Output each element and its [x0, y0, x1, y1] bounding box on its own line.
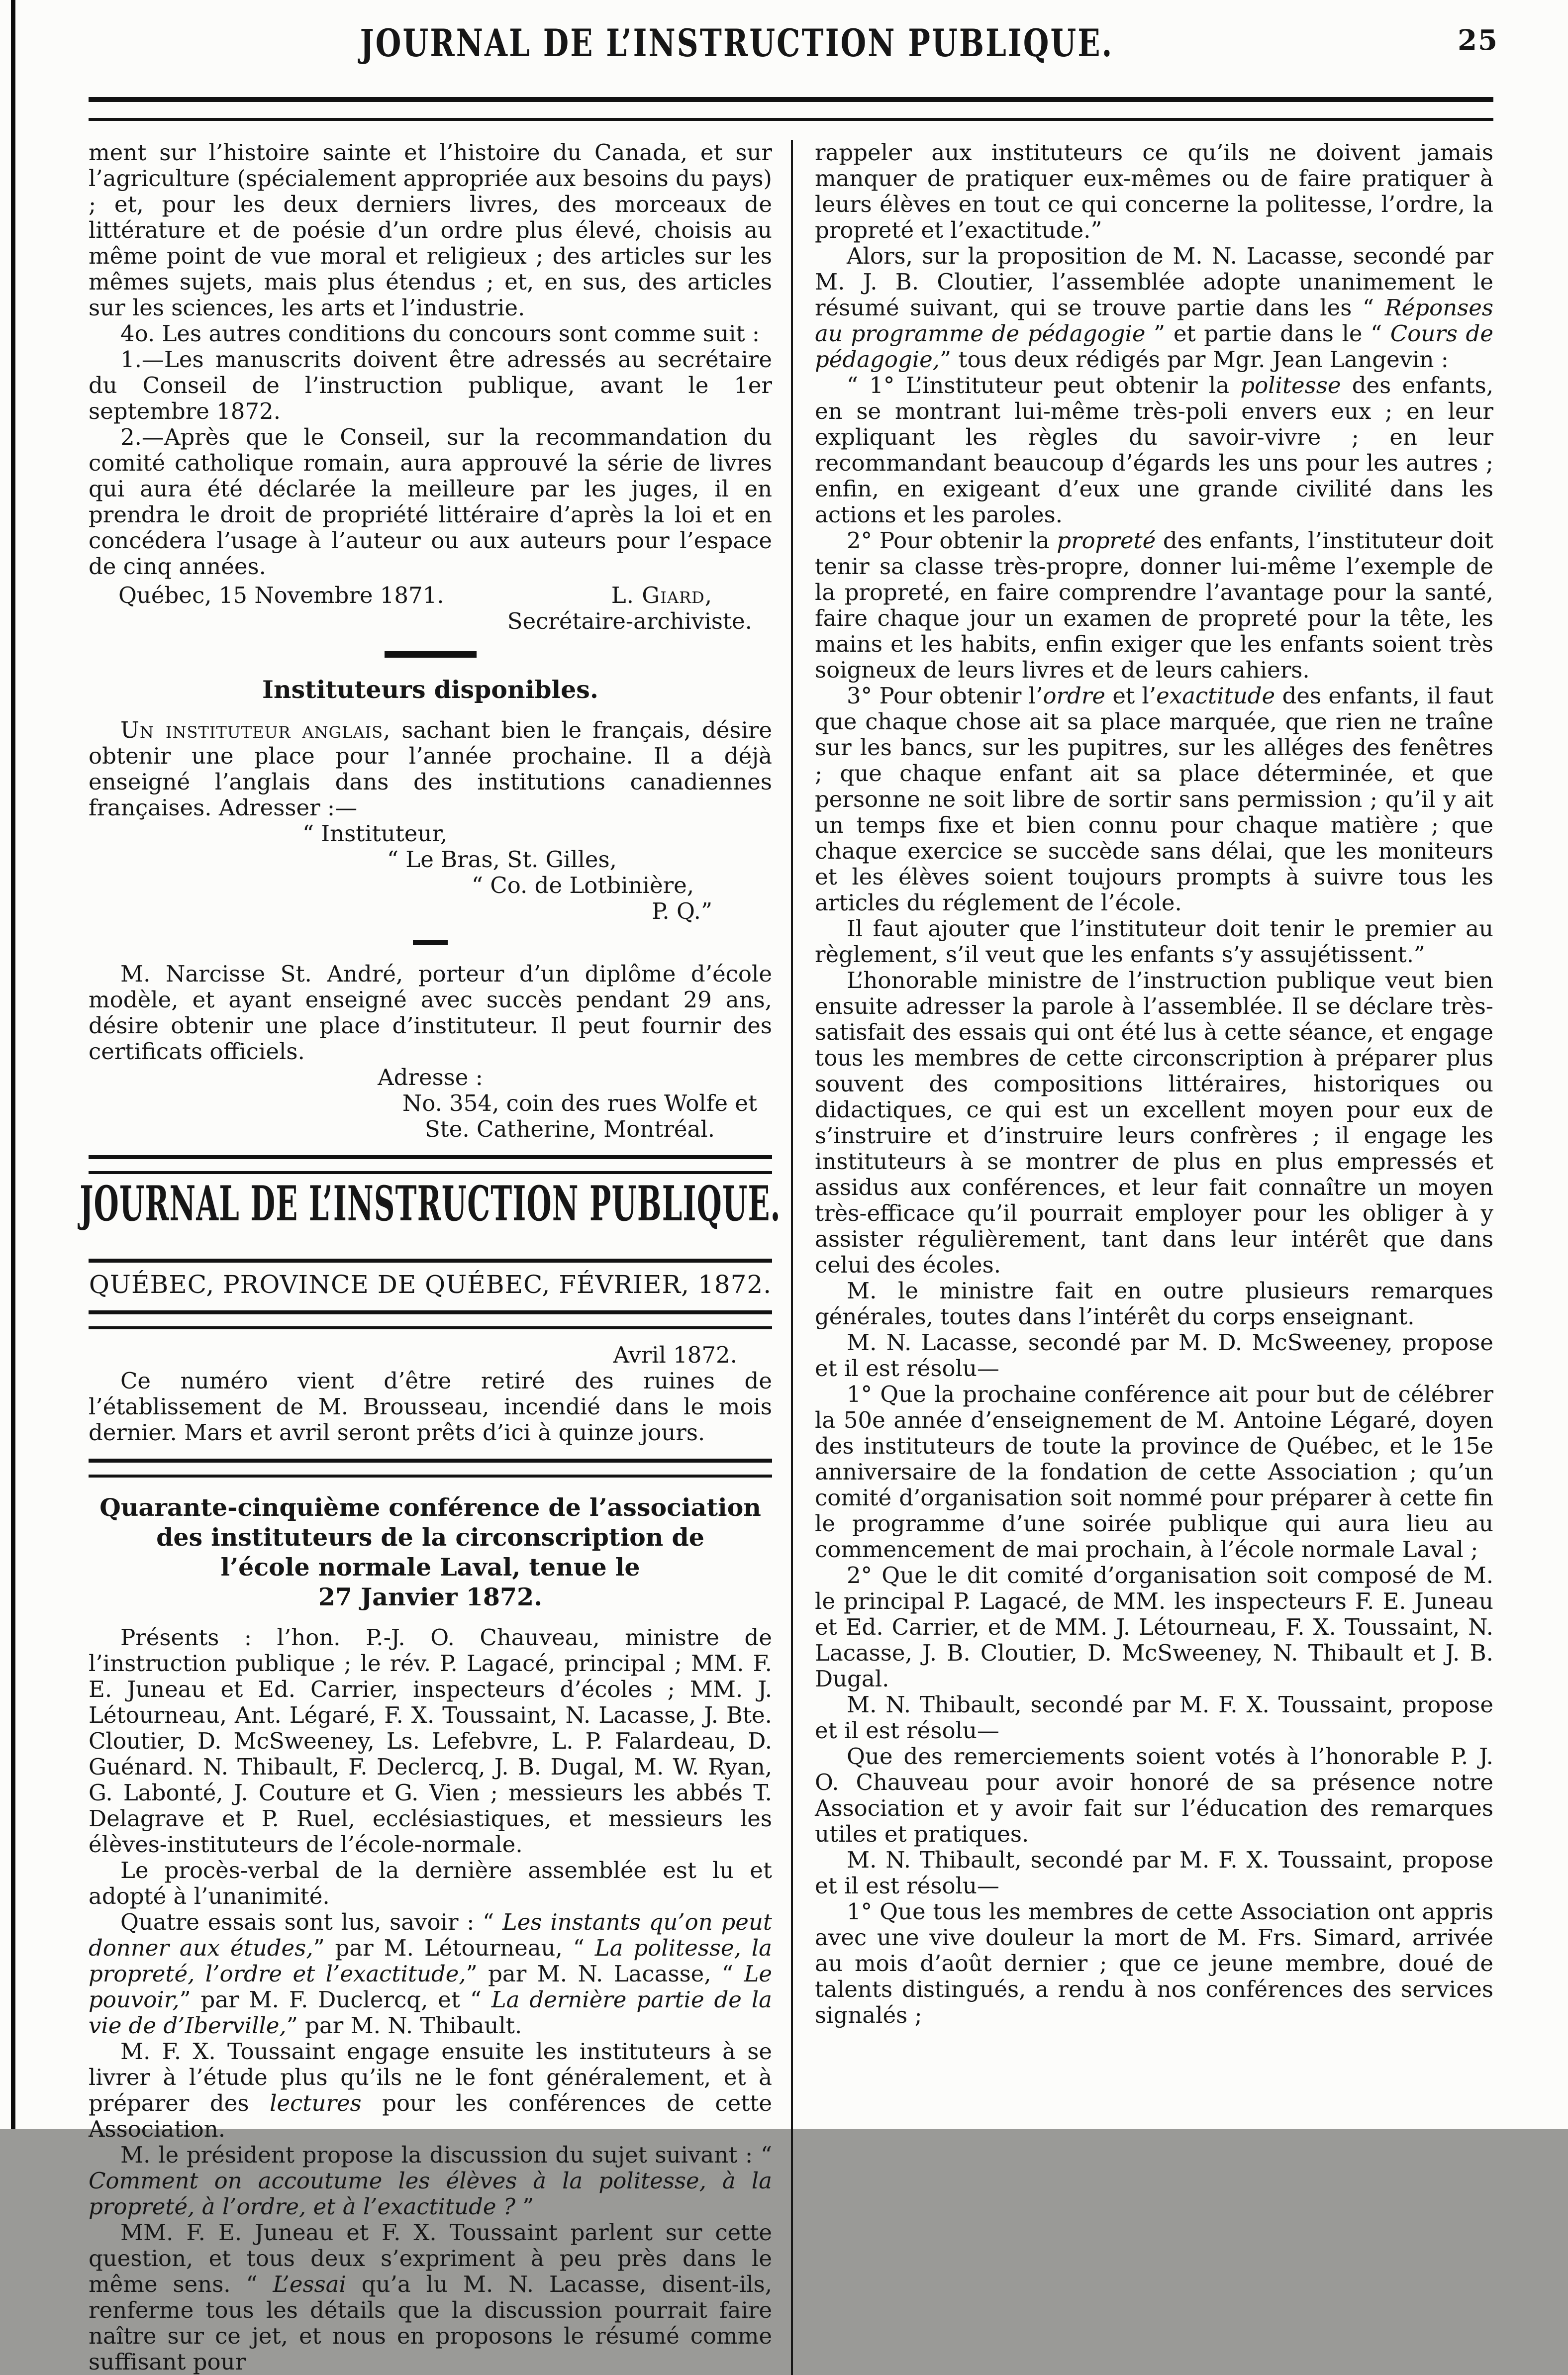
paragraph: Alors, sur la proposition de M. N. Lacasse, secondé par M. J. B. Cloutier, l’assemblée adopte unanimement le résumé suivant, qui se trouve partie dans les “ Réponses au programme de pédagogie ” et partie dans le “ Cours de pédagogie,” tous deux rédigés par Mgr. Jean Langevin : [815, 243, 1493, 373]
address-line: No. 354, coin des rues Wolfe et [402, 1090, 757, 1116]
running-head-title: JOURNAL DE L’INSTRUCTION PUBLIQUE. [360, 21, 1114, 65]
address-line: Secrétaire-archiviste. [507, 608, 752, 634]
signature-name: L. Giard, [611, 582, 712, 608]
address-line: P. Q.” [652, 898, 712, 924]
paragraph: 2° Pour obtenir la propreté des enfants, l’instituteur doit tenir sa classe très-propre, donner lui-même l’exemple de la propreté, en faire comprendre l’avantage pour la santé, faire chaque jour un examen de propreté pour la tête, les mains et les habits, enfin exiger que les enfants soient très soigneux de leurs livres et de leurs cahiers. [815, 527, 1493, 683]
paragraph: MM. F. E. Juneau et F. X. Toussaint parlent sur cette question, et tous deux s’expriment à peu près dans le même sens. “ L’essai qu’a lu M. N. Lacasse, disent-ils, renferme tous les détails que la discussion pourrait faire naître sur ce jet, et nous en proposons le résumé comme suffisant pour [89, 2219, 772, 2375]
columns [80, 139, 1494, 2375]
signature-row [89, 580, 772, 608]
divider-bar [385, 651, 477, 658]
dateline: QUÉBEC, PROVINCE DE QUÉBEC, FÉVRIER, 1872. [89, 1270, 772, 1299]
paragraph: M. le ministre fait en outre plusieurs remarques générales, toutes dans l’intérêt du corps enseignant. [815, 1278, 1493, 1330]
paragraph: Ce numéro vient d’être retiré des ruines de l’établissement de M. Brousseau, incendié dans le mois dernier. Mars et avril seront prêts d’ici à quinze jours. [89, 1368, 772, 1446]
single-rule [89, 1259, 772, 1263]
paragraph: ment sur l’histoire sainte et l’histoire du Canada, et sur l’agriculture (spécialement appropriée aux besoins du pays) ; et, pour les deux derniers livres, des morceaux de littérature et de poésie d’un ordre plus élevé, choisis au même point de vue moral et religieux ; des articles sur les mêmes sujets, mais plus étendus ; et, en sus, des articles sur les sciences, les arts et l’industrie. [89, 139, 772, 321]
page-header [0, 0, 1568, 97]
paragraph: Quatre essais sont lus, savoir : “ Les instants qu’on peut donner aux études,” par M. Létourneau, “ La politesse, la propreté, l’ordre et l’exactitude,” par M. N. Lacasse, “ Le pouvoir,” par M. F. Duclercq, et “ La dernière partie de la vie de d’Iberville,” par M. N. Thibault. [89, 1909, 773, 2039]
paragraph: Le procès-verbal de la dernière assemblée est lu et adopté à l’unanimité. [89, 1857, 772, 1909]
paragraph: M. le président propose la discussion du sujet suivant : “ Comment on accoutume les élèves à la politesse, à la propreté, à l’ordre, et à l’exactitude ? ” [89, 2142, 772, 2220]
paragraph: L’honorable ministre de l’instruction publique veut bien ensuite adresser la parole à l’assemblée. Il se déclare très-satisfait des essais qui ont été lus à cette séance, et engage tous les membres de cette circonscription à préparer plus souvent des compositions littéraires, historiques ou didactiques, ce qui est un excellent moyen pour eux de s’instruire et d’instruire leurs confrères ; il engage les instituteurs à se montrer de plus en plus empressés et assidus aux conférences, et leur fait connaître un moyen très-efficace qu’il pourrait employer pour les obliger à y assister régulièrement, tant dans leur intérêt que dans celui des écoles. [815, 967, 1493, 1278]
quote-line: “ Le Bras, St. Gilles, [387, 846, 617, 873]
paragraph: Un instituteur anglais, sachant bien le français, désire obtenir une place pour l’année prochaine. Il a déjà enseigné l’anglais dans des institutions canadiennes françaises. Adresser :— [89, 717, 772, 821]
paragraph: M. Narcisse St. André, porteur d’un diplôme d’école modèle, et ayant enseigné avec succès pendant 29 ans, désire obtenir une place d’instituteur. Il peut fournir des certificats officiels. [89, 961, 772, 1065]
section-heading: Instituteurs disponibles. [262, 675, 598, 704]
paragraph: 1.—Les manuscrits doivent être adressés au secrétaire du Conseil de l’instruction publique, avant le 1er septembre 1872. [89, 346, 772, 424]
section-heading: Quarante-cinquième conférence de l’association des instituteurs de la circonscription de l’école normale Laval, tenue le 27 Janvier 1872. [99, 1493, 761, 1611]
page-edge-line [11, 0, 15, 2129]
double-rule [89, 1155, 772, 1174]
quote-line: “ Co. de Lotbinière, [472, 872, 694, 898]
paragraph: Que des remerciements soient votés à l’honorable P. J. O. Chauveau pour avoir honoré de sa présence notre Association et y avoir fait sur l’éducation des remarques utiles et pratiques. [815, 1743, 1493, 1847]
address-line: Avril 1872. [613, 1342, 737, 1368]
paragraph: 2.—Après que le Conseil, sur la recommandation du comité catholique romain, aura approuvé la série de livres qui aura été déclarée la meilleure par les juges, il en prendra le droit de propriété littéraire d’après la loi et en concédera l’usage à l’auteur ou aux auteurs pour l’espace de cinq années. [89, 424, 772, 580]
page-number: 25 [1458, 24, 1498, 57]
paragraph: Présents : l’hon. P.-J. O. Chauveau, ministre de l’instruction publique ; le rév. P. Lagacé, principal ; MM. F. E. Juneau et Ed. Carrier, inspecteurs d’écoles ; MM. J. Létourneau, Ant. Légaré, F. X. Toussaint, N. Lacasse, J. Bte. Cloutier, D. McSweeney, Ls. Lefebvre, L. P. Falardeau, D. Guénard. N. Thibault, F. Declercq, J. B. Dugal, M. W. Ryan, G. Labonté, J. Couture et G. Vien ; messieurs les abbés T. Delagrave et P. Ruel, ecclésiastiques, et messieurs les élèves-instituteurs de l’école-normale. [89, 1624, 772, 1858]
paragraph: “ 1° L’instituteur peut obtenir la politesse des enfants, en se montrant lui-même très-poli envers eux ; en leur expliquant les règles du savoir-vivre ; en leur recommandant beaucoup d’égards les uns pour les autres ; enfin, en exigeant d’eux une grande civilité dans les actions et les paroles. [815, 372, 1494, 528]
paragraph: M. N. Thibault, secondé par M. F. X. Toussaint, propose et il est résolu— [815, 1847, 1493, 1899]
address-line: Ste. Catherine, Montréal. [424, 1116, 715, 1142]
signature-place-date: Québec, 15 Novembre 1871. [118, 582, 444, 608]
right-column [791, 140, 1493, 2375]
paragraph: M. N. Lacasse, secondé par M. D. McSweeney, propose et il est résolu— [815, 1329, 1493, 1382]
paragraph: 2° Que le dit comité d’organisation soit composé de M. le principal P. Lagacé, de MM. les inspecteurs F. E. Juneau et Ed. Carrier, et de MM. J. Létourneau, F. X. Toussaint, N. Lacasse, J. B. Cloutier, D. McSweeney, N. Thibault et J. B. Dugal. [815, 1562, 1493, 1692]
divider-dash [413, 940, 448, 945]
address-line: Adresse : [378, 1064, 483, 1090]
paragraph: 1° Que tous les membres de cette Association ont appris avec une vive douleur la mort de M. Frs. Simard, arrivée au mois d’août dernier ; que ce jeune membre, doué de talents distingués, a rendu à nos conférences des services signalés ; [815, 1898, 1493, 2028]
double-rule [89, 1310, 772, 1329]
paragraph: M. N. Thibault, secondé par M. F. X. Toussaint, propose et il est résolu— [815, 1691, 1493, 1744]
paragraph: rappeler aux instituteurs ce qu’ils ne doivent jamais manquer de pratiquer eux-mêmes ou de faire pratiquer à leurs élèves en tout ce qui concerne la politesse, l’ordre, la propreté et l’exactitude.” [815, 139, 1493, 243]
header-double-rule [89, 97, 1493, 121]
paragraph: Il faut ajouter que l’instituteur doit tenir le premier au règlement, s’il veut que les enfants s’y assujétissent.” [815, 915, 1493, 968]
left-column [80, 139, 791, 2375]
paragraph: 4o. Les autres conditions du concours sont comme suit : [120, 320, 760, 347]
double-rule [89, 1459, 772, 1478]
quote-line: “ Instituteur, [302, 820, 448, 847]
paragraph: 3° Pour obtenir l’ordre et l’exactitude des enfants, il faut que chaque chose ait sa place marquée, que rien ne traîne sur les bancs, sur les pupitres, sur les alléges des fenêtres ; que chaque enfant ait sa place déterminée, et que personne ne soit libre de sortir sans permission ; qu’il y ait un temps fixe et bien connu pour chaque matière ; que chaque exercice se succède sans délai, que les moniteurs et les élèves soient toujours prompts à suivre tous les articles du réglement de l’école. [815, 683, 1493, 916]
paragraph: M. F. X. Toussaint engage ensuite les instituteurs à se livrer à l’étude plus qu’ils ne le font généralement, et à préparer des lectures pour les conférences de cette Association. [89, 2038, 773, 2142]
paragraph: 1° Que la prochaine conférence ait pour but de célébrer la 50e année d’enseignement de M. Antoine Légaré, doyen des instituteurs de toute la province de Québec, et le 15e anniversaire de la fondation de cette Association ; qu’un comité d’organisation soit nommé pour préparer à cette fin le programme d’une soirée publique qui aura lieu au commencement de mai prochain, à l’école normale Laval ; [815, 1381, 1493, 1563]
masthead-title: JOURNAL DE L’INSTRUCTION PUBLIQUE. [80, 1176, 781, 1232]
